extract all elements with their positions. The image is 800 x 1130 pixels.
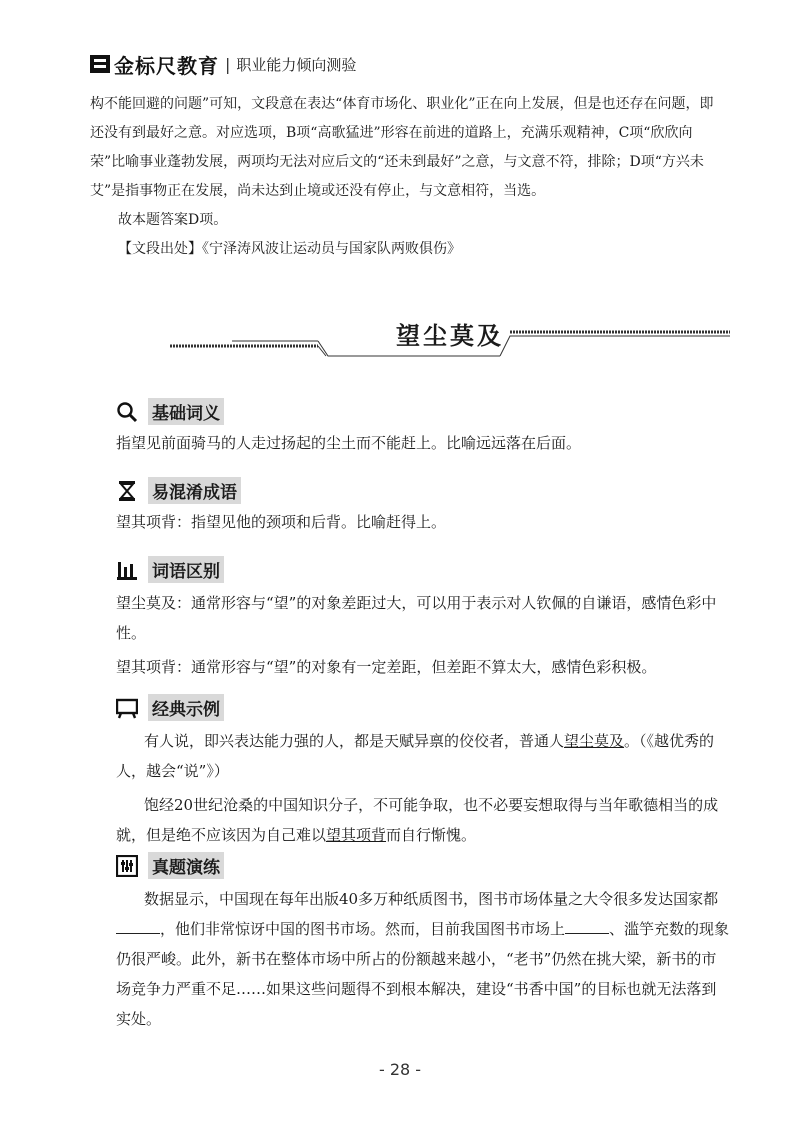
idiom-title-banner: [170, 314, 730, 364]
difference-line-1: 望尘莫及：通常形容与“望”的对象差距过大，可以用于表示对人钦佩的自谦语，感情色彩中性。: [116, 594, 717, 642]
brand-logo: [90, 50, 219, 79]
previous-answer-block: [90, 90, 720, 264]
section-practice: [116, 852, 224, 879]
answer-blank-1[interactable]: [116, 919, 160, 934]
board-icon: [116, 697, 138, 719]
idiom-title: 望尘莫及: [396, 321, 504, 350]
section-basic-meaning: [116, 398, 224, 425]
section-title: 基础词义: [148, 398, 224, 425]
example-2: [116, 790, 730, 850]
example-2-end: 而自行惭愧。: [386, 826, 477, 844]
section-word-difference: [116, 556, 224, 583]
header-subtitle: 职业能力倾向测验: [236, 55, 357, 74]
section-title: 词语区别: [148, 556, 224, 583]
example-1-term: 望尘莫及: [564, 732, 625, 750]
search-icon: [116, 401, 138, 423]
example-1: [116, 726, 730, 786]
section-confusable-idiom: [116, 477, 241, 504]
example-1-source: 。（《越优秀的人，越会“说”》）: [116, 732, 715, 780]
section-title: 易混淆成语: [148, 477, 241, 504]
page-header: [90, 50, 356, 78]
analysis-paragraph: 构不能回避的问题”可知，文段意在表达“体育市场化、职业化”正在向上发展，但是也还存在问题，即还没有到最好之意。对应选项，B项“高歌猛进”形容在前进的道路上，充满乐观精神，C项“欣欣向荣”比喻事业蓬勃发展，两项均无法对应后文的“还未到最好”之意，与文意不符，排除；D项“方兴未艾”是指事物正在发展，尚未达到止境或还没有停止，与文意相符，当选。: [90, 96, 714, 199]
brand-name: 金标尺教育: [114, 53, 219, 78]
example-2-text: 饱经20世纪沧桑的中国知识分子，不可能争取，也不必要妄想取得与当年歌德相当的成就，但是绝不应该因为自己难以: [116, 796, 719, 844]
practice-paragraph: [116, 884, 730, 1034]
sliders-icon: [116, 855, 138, 877]
logo-icon: [90, 55, 110, 73]
word-difference-text: [116, 588, 730, 682]
bar-chart-icon: [116, 559, 138, 581]
page-number: - 28 -: [378, 1060, 422, 1079]
practice-part-1: 数据显示，中国现在每年出版40多万种纸质图书，图书市场体量之大令很多发达国家都: [144, 890, 719, 908]
practice-part-2: ，他们非常惊讶中国的图书市场。然而，目前我国图书市场上: [160, 920, 566, 938]
difference-line-2: 望其项背：通常形容与“望”的对象有一定差距，但差距不算太大，感情色彩积极。: [116, 658, 657, 676]
basic-meaning-paragraph: 指望见前面骑马的人走过扬起的尘土而不能赶上。比喻远远落在后面。: [116, 434, 582, 452]
section-title: 真题演练: [148, 852, 224, 879]
answer-blank-2[interactable]: [565, 919, 609, 934]
section-classic-example: [116, 694, 224, 721]
classic-example-text: [116, 726, 730, 850]
practice-part-3: 、滥竽充数的现象仍很严峻。此外，新书在整体市场中所占的份额越来越小，“老书”仍然在挑大梁，新书的市场竞争力严重不足……如果这些问题得不到根本解决，建设“书香中国”的目标也就无法落到实处。: [116, 920, 730, 1028]
answer-line: 故本题答案D项。: [118, 212, 228, 228]
example-2-term: 望其项背: [326, 826, 387, 844]
example-1-text: 有人说，即兴表达能力强的人，都是天赋异禀的佼佼者，普通人: [144, 732, 565, 750]
source-line: 【文段出处】《宁泽涛风波让运动员与国家队两败俱伤》: [118, 241, 461, 257]
basic-meaning-text: [116, 428, 730, 458]
header-separator: |: [225, 54, 231, 74]
practice-text: [116, 884, 730, 1034]
section-title: 经典示例: [148, 694, 224, 721]
confusable-idiom-paragraph: 望其项背：指望见他的颈项和后背。比喻赶得上。: [116, 513, 447, 531]
hourglass-icon: [116, 480, 138, 502]
confusable-idiom-text: [116, 507, 730, 537]
